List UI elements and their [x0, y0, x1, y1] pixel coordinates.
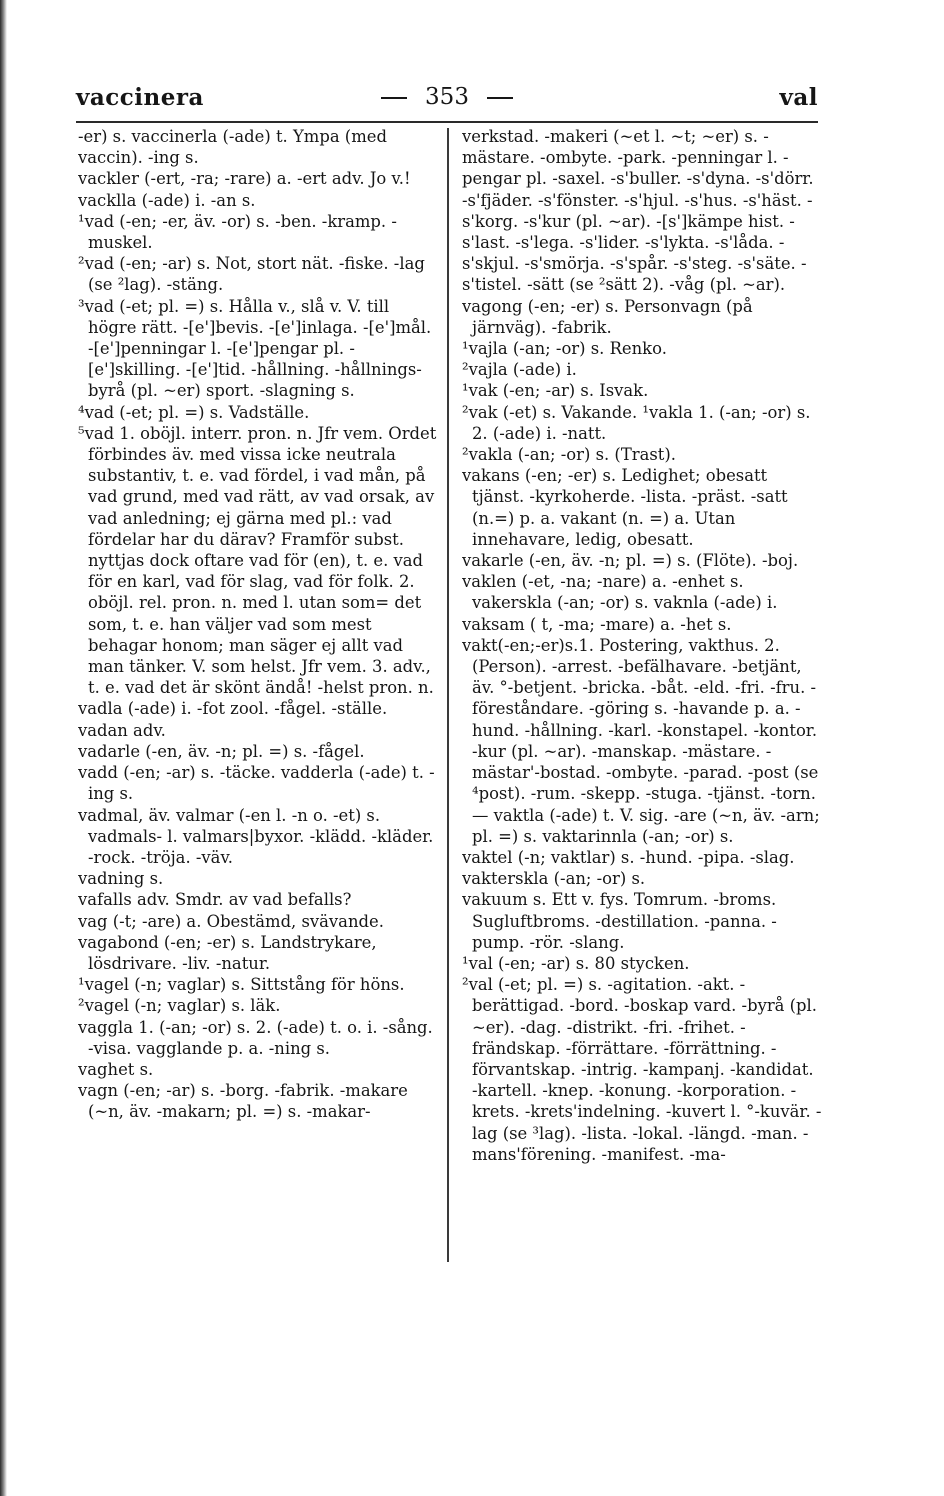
dictionary-entry: ¹val (-en; -ar) s. 80 stycken. — [462, 953, 690, 973]
dictionary-entry: vafalls adv. Smdr. av vad befalls? — [78, 890, 352, 910]
page-number: 353 — [425, 84, 469, 110]
dictionary-entry: vaklen (-et, -na; -nare) a. -enhet s. vakerskla (-an; -or) s. vaknla (-ade) i. — [462, 572, 778, 613]
dictionary-entry: vakterskla (-an; -or) s. — [462, 869, 646, 889]
dictionary-entry: vadan adv. — [78, 720, 166, 740]
dictionary-entry: vakuum s. Ett v. fys. Tomrum. -broms. Sugluftbroms. -destillation. -panna. -pump. -rör. -slang. — [462, 890, 777, 952]
scan-edge-shadow — [0, 0, 7, 1496]
dictionary-entry: vaksam ( t, -ma; -mare) a. -het s. — [462, 614, 732, 634]
header-right-guide-word: val — [779, 84, 818, 111]
dictionary-entry: vakans (-en; -er) s. Ledighet; obesatt tjänst. -kyrkoherde. -lista. -präst. -satt (n.=) p. a. vakant (n. =) a. Utan innehavare, ledig, obesatt. — [462, 466, 788, 549]
dictionary-entry: vackler (-ert, -ra; -rare) a. -ert adv. Jo v.! — [78, 169, 411, 189]
dictionary-entry: ²val (-et; pl. =) s. -agitation. -akt. -berättigad. -bord. -boskap vard. -byrå (pl. ~er). -dag. -distrikt. -fri. -frihet. -frändskap. -förrättare. -förrättning. -förvantskap. -intrig. -kampanj. -kandidat. -kartell. -knep. -konung. -korporation. -krets. -krets'indelning. -kuvert l. °-kuvär. -lag (se ³lag). -lista. -lokal. -längd. -man. -mans'förening. -manifest. -ma- — [462, 975, 822, 1164]
dictionary-entry: ³vad (-et; pl. =) s. Hålla v., slå v. V. till högre rätt. -[e']bevis. -[e']inlaga. -[e']mål. -[e']penningar l. -[e']pengar pl. -[e']skilling. -[e']tid. -hållning. -hållnings-byrå (pl. ~er) sport. -slagning s. — [78, 296, 432, 401]
dictionary-entry: ¹vak (-en; -ar) s. Isvak. — [462, 381, 649, 401]
dictionary-entry: vagong (-en; -er) s. Personvagn (på järnväg). -fabrik. — [462, 296, 753, 337]
dictionary-entry: verkstad. -makeri (~et l. ~t; ~er) s. -mästare. -ombyte. -park. -penningar l. -pengar pl. -saxel. -s'buller. -s'dyna. -s'dörr. -s'fjäder. -s'fönster. -s'hjul. -s'hus. -s'häst. -s'korg. -s'kur (pl. ~ar). -[s']kämpe hist. -s'last. -s'lega. -s'lider. -s'lykta. -s'låda. -s'skjul. -s'smörja. -s'spår. -s'steg. -s'säte. -s'tistel. -sätt (se ²sätt 2). -våg (pl. ~ar). — [462, 127, 814, 295]
dictionary-entry: ⁵vad 1. oböjl. interr. pron. n. Jfr vem. Ordet förbindes äv. med vissa icke neutrala substantiv, t. e. vad fördel, i vad mån, på vad grund, med vad rätt, av vad orsak, av vad anledning; ej gärna med pl.: vad fördelar har du därav? Framför subst. nyttjas dock oftare vad för (en), t. e. vad för en karl, vad för slag, vad för folk. 2. oböjl. rel. pron. n. med l. utan som= det som, t. e. han väljer vad som mest behagar honom; man säger ej allt vad man tänker. V. som helst. Jfr vem. 3. adv., t. e. vad det är skönt ändå! -helst pron. n. — [78, 423, 437, 698]
dictionary-entry: vacklla (-ade) i. -an s. — [78, 190, 256, 210]
dictionary-entry: vaggla 1. (-an; -or) s. 2. (-ade) t. o. i. -sång. -visa. vagglande p. a. -ning s. — [78, 1017, 433, 1058]
page-number-row — [76, 84, 818, 110]
dictionary-entry: vaktel (-n; vaktlar) s. -hund. -pipa. -slag. — [462, 847, 795, 867]
dictionary-entry: ¹vajla (-an; -or) s. Renko. — [462, 339, 667, 359]
dictionary-entry: vaghet s. — [78, 1059, 154, 1079]
dictionary-entry: vagabond (-en; -er) s. Landstrykare, lösdrivare. -liv. -natur. — [78, 932, 377, 973]
header-rule — [76, 121, 818, 123]
dictionary-entry: ¹vagel (-n; vaglar) s. Sittstång för höns. — [78, 975, 405, 995]
right-column — [462, 126, 824, 1261]
dictionary-entry: vadd (-en; -ar) s. -täcke. vadderla (-ade) t. -ing s. — [78, 763, 435, 804]
left-column — [78, 126, 440, 1261]
dictionary-entry: ²vak (-et) s. Vakande. ¹vakla 1. (-an; -or) s. 2. (-ade) i. -natt. — [462, 402, 811, 443]
dictionary-entry: ²vad (-en; -ar) s. Not, stort nät. -fiske. -lag (se ²lag). -stäng. — [78, 254, 425, 295]
dictionary-entry: vakt(-en;-er)s.1. Postering, vakthus. 2. (Person). -arrest. -befälhavare. -betjänt, äv. °-betjent. -bricka. -båt. -eld. -fri. -fru. -föreståndare. -göring s. -havande p. a. -hund. -hållning. -karl. -konstapel. -kontor. -kur (pl. ~ar). -manskap. -mästare. -mästar'-bostad. -ombyte. -parad. -post (se ⁴post). -rum. -skepp. -stuga. -tjänst. -torn. — vaktla (-ade) t. V. sig. -are (~n, äv. -arn; pl. =) s. vaktarinnla (-an; -or) s. — [462, 635, 820, 846]
dictionary-entry: vadmal, äv. valmar (-en l. -n o. -et) s. vadmals- l. valmars|byxor. -klädd. -kläder. -rock. -tröja. -väv. — [78, 805, 434, 867]
page-number-dash-right — [487, 97, 513, 99]
dictionary-entry: vakarle (-en, äv. -n; pl. =) s. (Flöte). -boj. — [462, 551, 799, 571]
dictionary-entry: vadarle (-en, äv. -n; pl. =) s. -fågel. — [78, 741, 365, 761]
dictionary-entry: ²vajla (-ade) i. — [462, 360, 577, 380]
column-divider — [447, 128, 449, 1262]
dictionary-entry: vadla (-ade) i. -fot zool. -fågel. -ställe. — [78, 699, 388, 719]
header-left-guide-word: vaccinera — [76, 84, 204, 111]
dictionary-entry: ⁴vad (-et; pl. =) s. Vadställe. — [78, 402, 310, 422]
dictionary-entry: ²vagel (-n; vaglar) s. läk. — [78, 996, 281, 1016]
dictionary-entry: vagn (-en; -ar) s. -borg. -fabrik. -makare (~n, äv. -makarn; pl. =) s. -makar- — [78, 1081, 408, 1122]
dictionary-entry: ²vakla (-an; -or) s. (Trast). — [462, 445, 676, 465]
dictionary-entry: ¹vad (-en; -er, äv. -or) s. -ben. -kramp. -muskel. — [78, 211, 397, 253]
dictionary-entry: -er) s. vaccinerla (-ade) t. Ympa (med vaccin). -ing s. — [78, 127, 387, 168]
page-header — [76, 84, 818, 118]
dictionary-entry: vadning s. — [78, 869, 164, 889]
dictionary-entry: vag (-t; -are) a. Obestämd, svävande. — [78, 911, 384, 931]
page-number-dash-left — [381, 97, 407, 99]
